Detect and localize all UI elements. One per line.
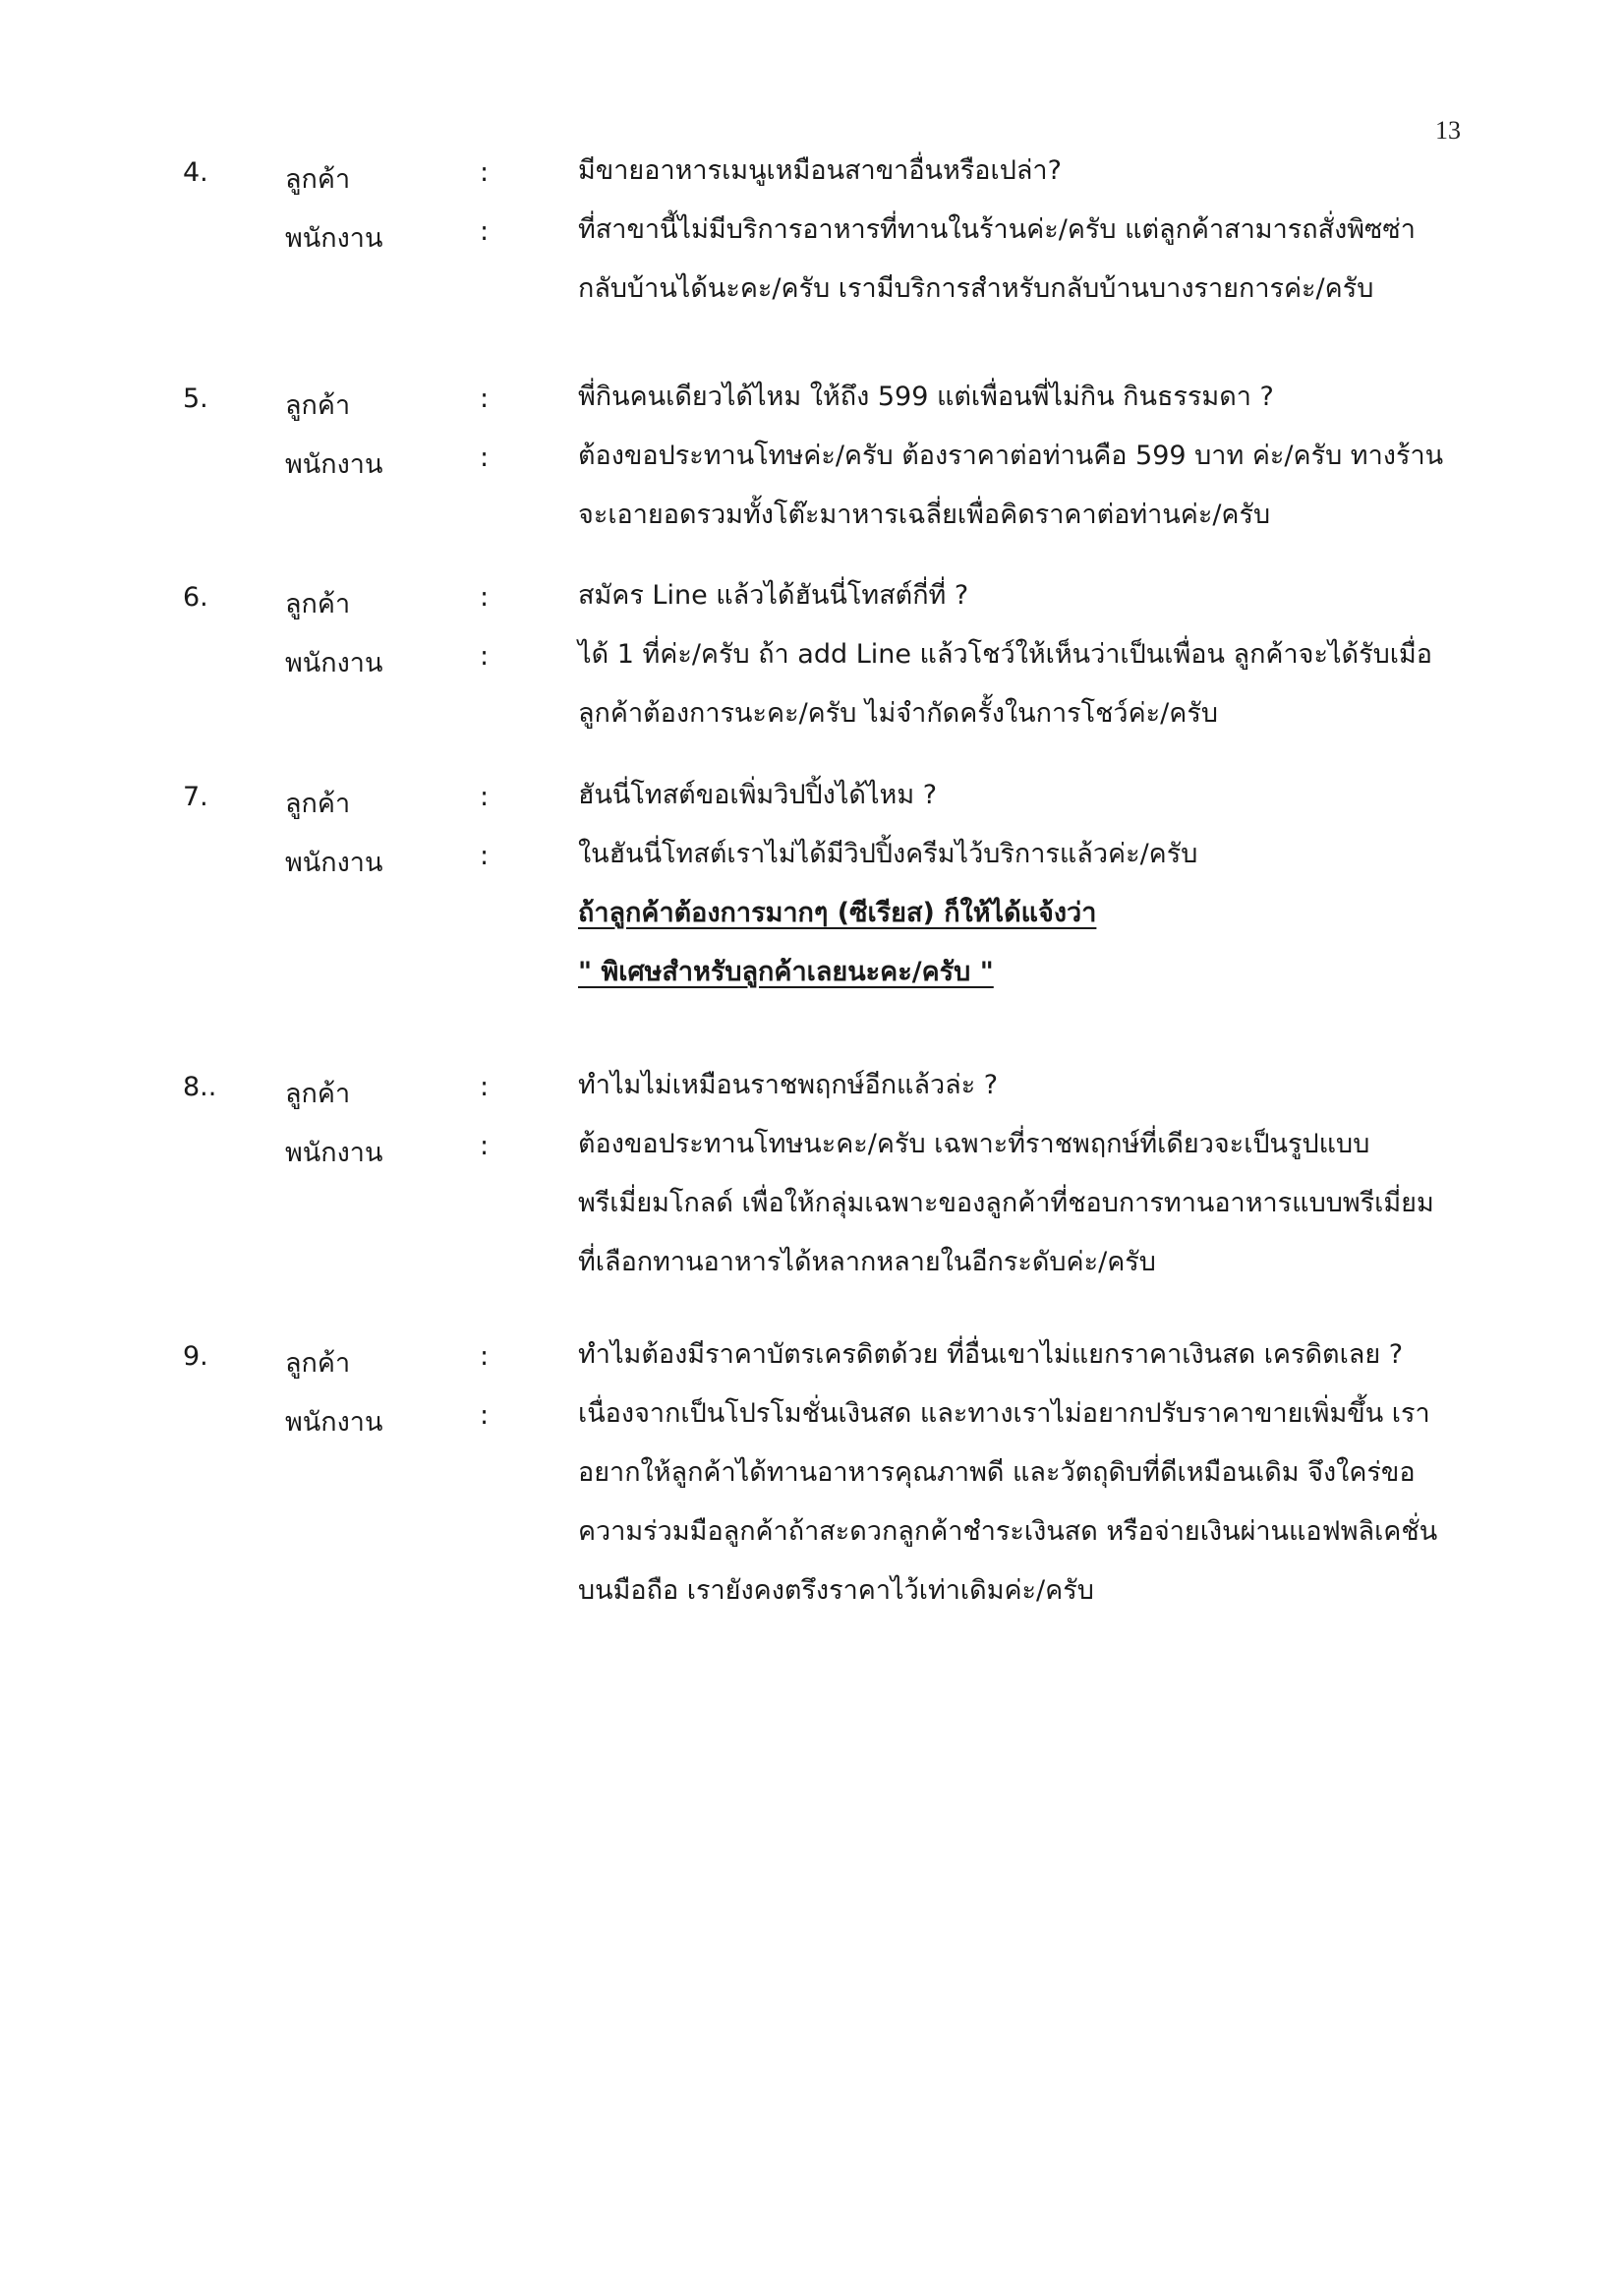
answer-line: ลูกค้าต้องการนะคะ/ครับ ไม่จำกัดครั้งในการโชว์ค่ะ/ครับ <box>578 698 1218 729</box>
colon: : <box>480 782 490 812</box>
answer-line: ความร่วมมือลูกค้าถ้าสะดวกลูกค้าชำระเงินสด หรือจ่ายเงินผ่านแอฟพลิเคชั่น <box>578 1516 1438 1547</box>
answer-line: อยากให้ลูกค้าได้ทานอาหารคุณภาพดี และวัตถุดิบที่ดีเหมือนเดิม จึงใคร่ขอ <box>578 1457 1416 1488</box>
colon: : <box>480 1072 490 1102</box>
item-number: 7. <box>183 782 208 812</box>
item-number: 5. <box>183 383 208 414</box>
colon: : <box>480 841 490 871</box>
customer-label: ลูกค้า <box>285 789 351 819</box>
staff-label: พนักงาน <box>285 848 383 878</box>
answer-line: ได้ 1 ที่ค่ะ/ครับ ถ้า add Line แล้วโชว์ให้เห็นว่าเป็นเพื่อน ลูกค้าจะได้รับเมื่อ <box>578 639 1432 670</box>
item-number: 9. <box>183 1341 208 1372</box>
question-text: พี่กินคนเดียวได้ไหม ให้ถึง 599 แต่เพื่อนพี่ไม่กิน กินธรรมดา ? <box>578 382 1274 412</box>
customer-label: ลูกค้า <box>285 589 351 619</box>
customer-label: ลูกค้า <box>285 1348 351 1379</box>
colon: : <box>480 157 490 188</box>
question-text: มีขายอาหารเมนูเหมือนสาขาอื่นหรือเปล่า? <box>578 155 1062 186</box>
question-text: ทำไมไม่เหมือนราชพฤกษ์อีกแล้วล่ะ ? <box>578 1070 999 1100</box>
customer-label: ลูกค้า <box>285 164 351 195</box>
item-number: 8.. <box>183 1072 217 1102</box>
question-text: สมัคร Line แล้วได้ฮันนี่โทสต์กี่ที่ ? <box>578 580 969 611</box>
page-number: 13 <box>1435 116 1461 145</box>
answer-line: บนมือถือ เรายังคงตรึงราคาไว้เท่าเดิมค่ะ/ครับ <box>578 1575 1094 1606</box>
customer-label: ลูกค้า <box>285 1079 351 1109</box>
answer-line: กลับบ้านได้นะคะ/ครับ เรามีบริการสำหรับกลับบ้านบางรายการค่ะ/ครับ <box>578 273 1374 304</box>
colon: : <box>480 1341 490 1372</box>
answer-line: ที่เลือกทานอาหารได้หลากหลายในอีกระดับค่ะ/ครับ <box>578 1247 1156 1277</box>
answer-line: ในฮันนี่โทสต์เราไม่ได้มีวิปปิ้งครีมไว้บริการแล้วค่ะ/ครับ <box>578 839 1198 869</box>
answer-text <box>578 1384 1502 1620</box>
answer-line: ที่สาขานี้ไม่มีบริการอาหารที่ทานในร้านค่ะ/ครับ แต่ลูกค้าสามารถสั่งพิซซ่า <box>578 214 1416 245</box>
customer-label: ลูกค้า <box>285 390 351 421</box>
answer-line: ต้องขอประทานโทษนะคะ/ครับ เฉพาะที่ราชพฤกษ์ที่เดียวจะเป็นรูปแบบ <box>578 1129 1370 1159</box>
item-number: 4. <box>183 157 208 188</box>
colon: : <box>480 1400 490 1431</box>
staff-label: พนักงาน <box>285 648 383 678</box>
staff-label: พนักงาน <box>285 449 383 480</box>
staff-label: พนักงาน <box>285 223 383 254</box>
staff-label: พนักงาน <box>285 1407 383 1438</box>
staff-label: พนักงาน <box>285 1138 383 1168</box>
answer-text <box>578 625 1502 743</box>
answer-line: เนื่องจากเป็นโปรโมชั่นเงินสด และทางเราไม่อยากปรับราคาขายเพิ่มขึ้น เรา <box>578 1398 1430 1429</box>
answer-emphasis-line: " พิเศษสำหรับลูกค้าเลยนะคะ/ครับ " <box>578 957 994 987</box>
question-text: ทำไมต้องมีราคาบัตรเครดิตด้วย ที่อื่นเขาไม่แยกราคาเงินสด เครดิตเลย ? <box>578 1339 1404 1370</box>
colon: : <box>480 582 490 613</box>
colon: : <box>480 1131 490 1161</box>
answer-text <box>578 427 1502 545</box>
answer-emphasis-line: ถ้าลูกค้าต้องการมากๆ (ซีเรียส) ก็ให้ได้แจ้งว่า <box>578 898 1097 928</box>
colon: : <box>480 383 490 414</box>
answer-text <box>578 825 1502 1002</box>
colon: : <box>480 442 490 473</box>
answer-text <box>578 201 1502 319</box>
item-number: 6. <box>183 582 208 613</box>
answer-line: จะเอายอดรวมทั้งโต๊ะมาหารเฉลี่ยเพื่อคิดราคาต่อท่านค่ะ/ครับ <box>578 500 1271 530</box>
colon: : <box>480 216 490 247</box>
question-text: ฮันนี่โทสต์ขอเพิ่มวิปปิ้งได้ไหม ? <box>578 780 938 810</box>
answer-text <box>578 1115 1502 1292</box>
answer-line: พรีเมี่ยมโกลด์ เพื่อให้กลุ่มเฉพาะของลูกค้าที่ชอบการทานอาหารแบบพรีเมี่ยม <box>578 1188 1434 1218</box>
answer-line: ต้องขอประทานโทษค่ะ/ครับ ต้องราคาต่อท่านคือ 599 บาท ค่ะ/ครับ ทางร้าน <box>578 441 1444 471</box>
colon: : <box>480 641 490 672</box>
